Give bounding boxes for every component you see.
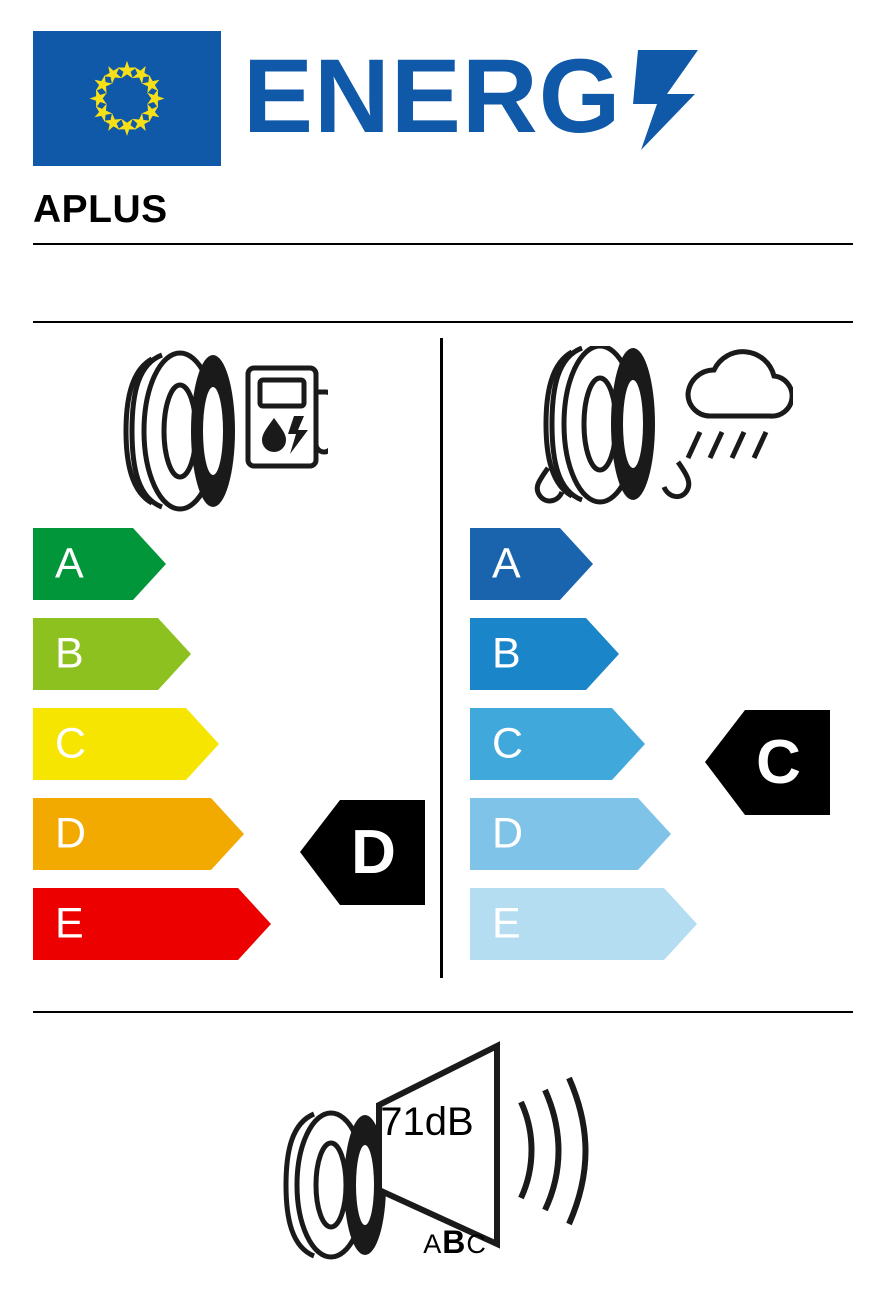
wet-grade-letter: D [492,809,524,858]
fuel-grade-letter: A [55,539,84,588]
lightning-bolt-icon [633,50,698,150]
energy-wordmark-text: ENERG [243,44,622,154]
noise-class-b-selected: B [442,1224,467,1260]
fuel-grade-letter: B [55,629,84,678]
divider-top [33,243,853,245]
grade-row [33,888,272,960]
grade-row [470,888,698,960]
divider-second [33,321,853,323]
fuel-grade-letter: D [55,809,87,858]
fuel-grade-letter: C [55,719,87,768]
wet-grip-result-letter: C [756,728,801,797]
tyre-rain-cloud-icon [528,346,793,516]
grade-row [470,528,698,600]
wet-grade-letter: C [492,719,524,768]
noise-class-scale [400,1224,510,1261]
grade-row [33,528,272,600]
noise-value: 71dB [380,1100,474,1144]
grade-row [470,618,698,690]
fuel-result-marker [300,790,425,915]
grade-row [470,708,698,780]
wet-grip-grade-scale [470,528,698,978]
grade-row [33,618,272,690]
noise-class-a: A [423,1229,443,1259]
grade-row [470,798,698,870]
energy-wordmark [243,44,713,154]
fuel-grade-scale [33,528,272,978]
fuel-result-letter: D [351,818,396,887]
divider-vertical [440,338,443,978]
wet-grade-letter: B [492,629,521,678]
divider-bottom [33,1011,853,1013]
eu-flag [33,31,221,166]
wet-grip-result-marker [705,700,830,825]
wet-grade-letter: A [492,539,521,588]
grade-row [33,708,272,780]
brand-name: APLUS [33,188,168,231]
tyre-fuel-pump-icon [118,346,328,516]
noise-class-c: C [466,1229,487,1259]
grade-row [33,798,272,870]
fuel-grade-letter: E [55,899,84,948]
wet-grade-letter: E [492,899,521,948]
